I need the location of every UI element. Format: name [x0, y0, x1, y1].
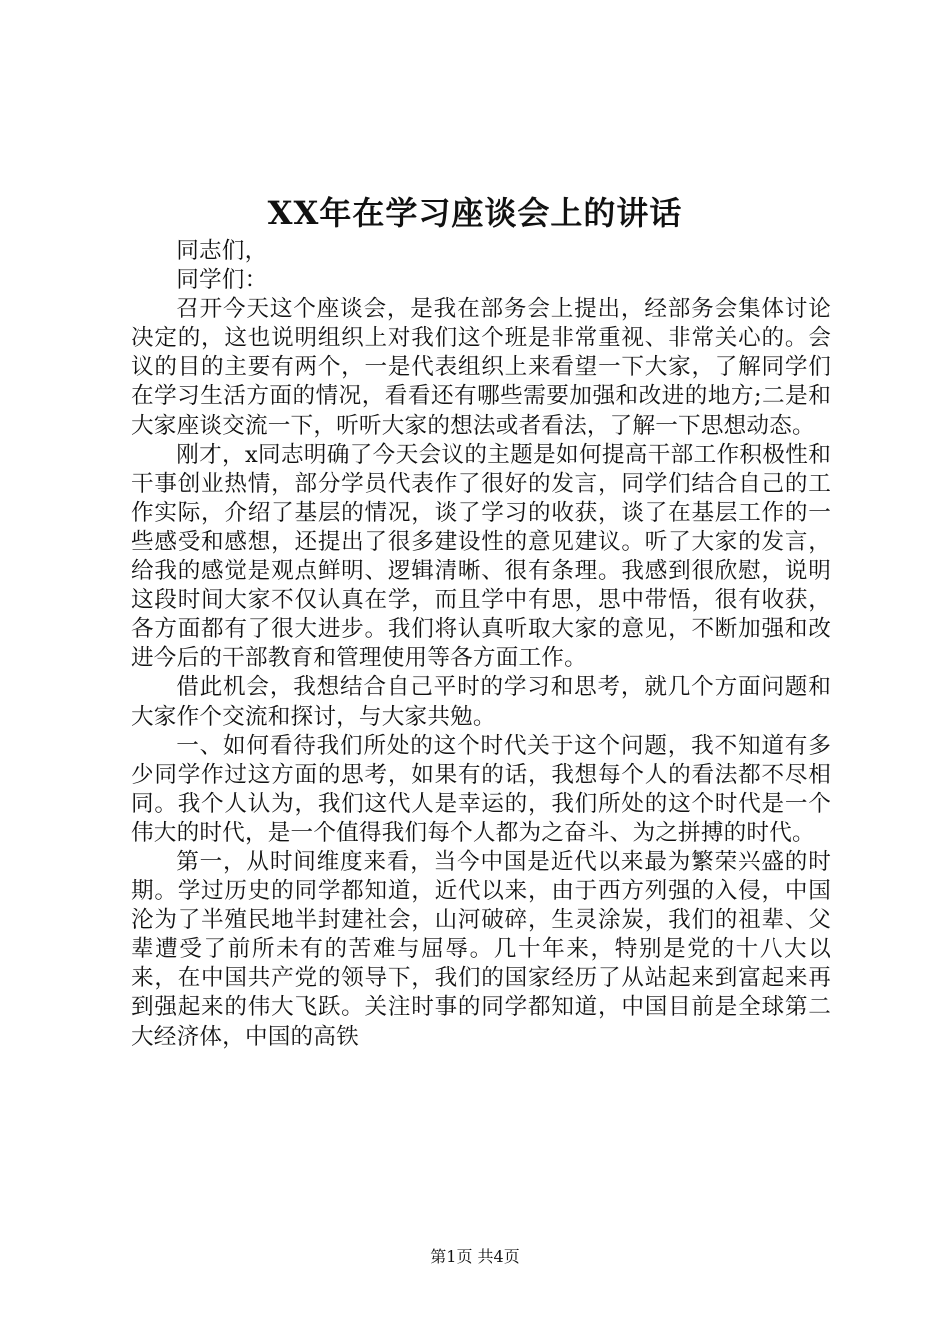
- paragraph: 第一，从时间维度来看，当今中国是近代以来最为繁荣兴盛的时期。学过历史的同学都知道，近代以来，由于西方列强的入侵，中国沦为了半殖民地半封建社会，山河破碎，生灵涂炭，我们的祖辈、父辈遭受了前所未有的苦难与屈辱。几十年来，特别是党的十八大以来，在中国共产党的领导下，我们的国家经历了从站起来到富起来再到强起来的伟大飞跃。关注时事的同学都知道，中国目前是全球第二大经济体，中国的高铁: [131, 848, 831, 1050]
- document-title: XX年在学习座谈会上的讲话: [267, 194, 683, 232]
- paragraph: 召开今天这个座谈会，是我在部务会上提出，经部务会集体讨论决定的，这也说明组织上对我们这个班是非常重视、非常关心的。会议的目的主要有两个，一是代表组织上来看望一下大家，了解同学们在学习生活方面的情况，看看还有哪些需要加强和改进的地方;二是和大家座谈交流一下，听听大家的想法或者看法，了解一下思想动态。: [131, 296, 831, 439]
- paragraph: 借此机会，我想结合自己平时的学习和思考，就几个方面问题和大家作个交流和探讨，与大家共勉。: [131, 674, 831, 730]
- paragraph: 一、如何看待我们所处的这个时代关于这个问题，我不知道有多少同学作过这方面的思考，如果有的话，我想每个人的看法都不尽相同。我个人认为，我们这代人是幸运的，我们所处的这个时代是一个伟大的时代，是一个值得我们每个人都为之奋斗、为之拼搏的时代。: [131, 732, 831, 846]
- salutation-classmates: 同学们：: [176, 267, 268, 294]
- salutation-comrades: 同志们，: [176, 238, 268, 264]
- page-footer: 第1页 共4页: [430, 1247, 520, 1266]
- paragraph: 刚才，x同志明确了今天会议的主题是如何提高干部工作积极性和干事创业热情，部分学员代表作了很好的发言，同学们结合自己的工作实际，介绍了基层的情况，谈了学习的收获，谈了在基层工作的一些感受和感想，还提出了很多建设性的意见建议。听了大家的发言，给我的感觉是观点鲜明、逻辑清晰、很有条理。我感到很欣慰，说明这段时间大家不仅认真在学，而且学中有思，思中带悟，很有收获，各方面都有了很大进步。我们将认真听取大家的意见，不断加强和改进今后的干部教育和管理使用等各方面工作。: [131, 441, 831, 672]
- document-body: [131, 237, 831, 1052]
